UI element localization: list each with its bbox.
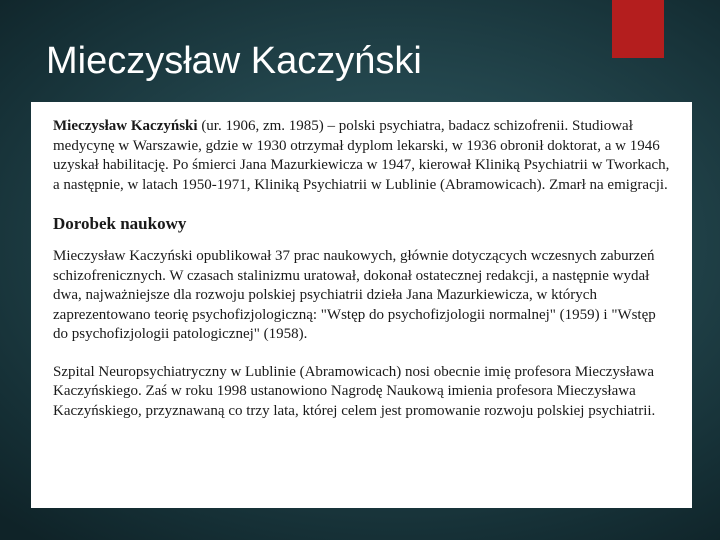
slide-title: Mieczysław Kaczyński	[46, 40, 422, 82]
document-panel	[31, 102, 692, 508]
publications-paragraph: Mieczysław Kaczyński opublikował 37 prac naukowych, głównie dotyczących wczesnych zaburzeń schizofrenicznych. W czasach stalinizmu uratował, dokonał ostatecznej redakcji, a następnie wydał dwa, najważniejsze dla rozwoju polskiej psychiatrii dzieła Jana Mazurkiewicza, w których zaprezentowano teorię psychofizjologiczną: "Wstęp do psychofizjologii normalnej" (1959) i "Wstęp do psychofizjologii patologicznej" (1958).	[53, 248, 656, 342]
intro-text: (ur. 1906, zm. 1985) – polski psychiatra, badacz schizofrenii. Studiował medycynę w Warszawie, gdzie w 1930 otrzymał dyplom lekarski, w 1936 obronił doktorat, a w 1946 uzyskał habilitację. Po śmierci Jana Mazurkiewicza w 1947, kierował Kliniką Psychiatrii w Tworkach, a następnie, w latach 1950-1971, Kliniką Psychiatrii w Lublinie (Abramowicach). Zmarł na emigracji.	[53, 118, 670, 193]
accent-bar	[612, 0, 664, 58]
person-name: Mieczysław Kaczyński	[53, 118, 198, 134]
intro-paragraph	[53, 117, 674, 195]
legacy-paragraph: Szpital Neuropsychiatryczny w Lublinie (Abramowicach) nosi obecnie imię profesora Mieczysława Kaczyńskiego. Zaś w roku 1998 ustanowiono Nagrodę Naukową imienia profesora Mieczysława Kaczyńskiego, przyznawaną co trzy lata, której celem jest promowanie rozwoju polskiej psychiatrii.	[53, 363, 656, 419]
section-heading: Dorobek naukowy	[53, 214, 187, 233]
